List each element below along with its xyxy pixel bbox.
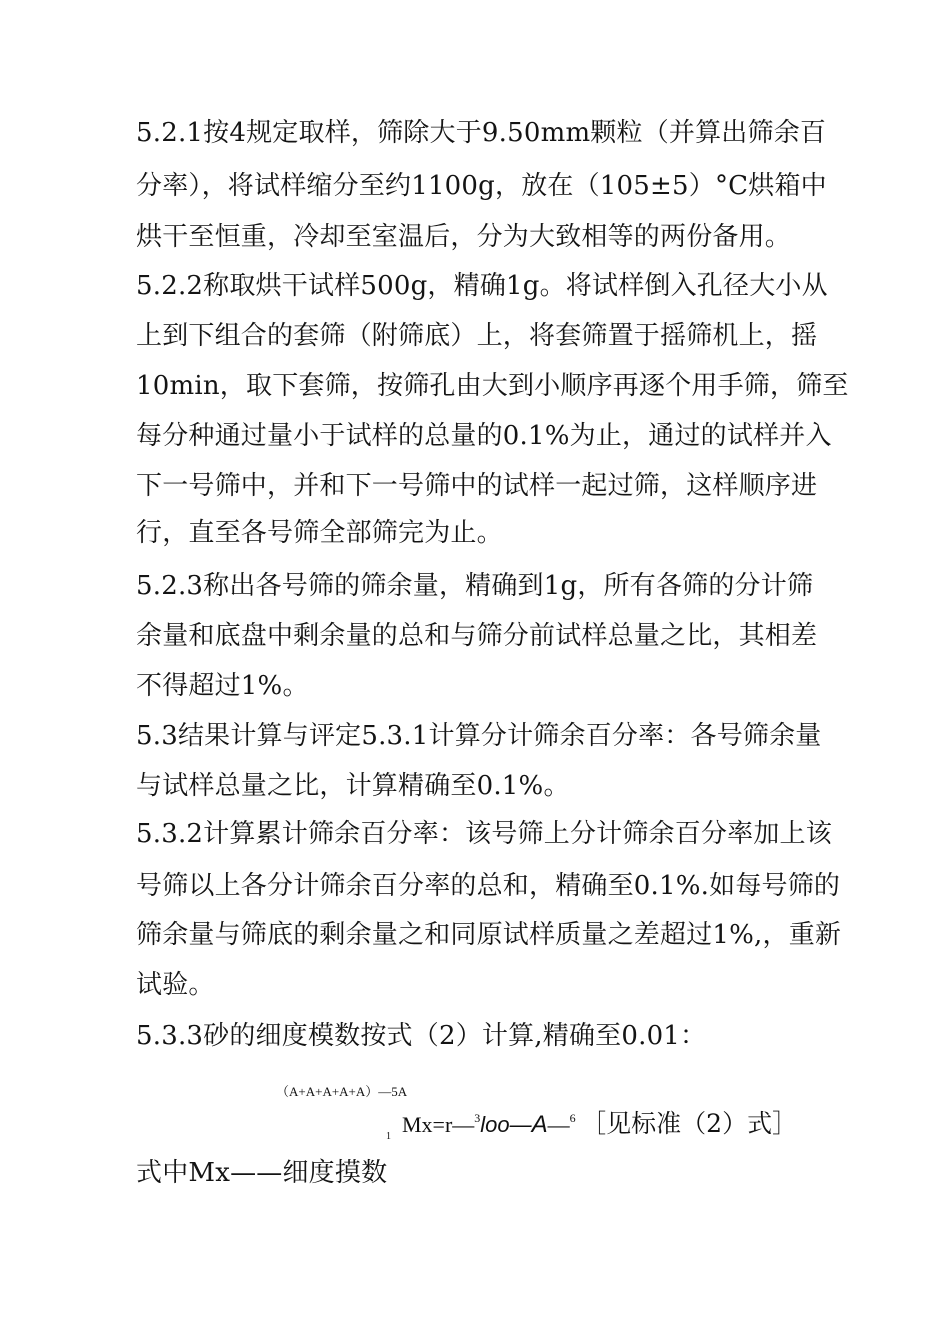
text-line: 余量和底盘中剩余量的总和与筛分前试样总量之比，其相差: [136, 621, 818, 651]
text-line: 行，直至各号筛全部筛完为止。: [136, 518, 503, 548]
text-line: 10min，取下套筛，按筛孔由大到小顺序再逐个用手筛，筛至: [136, 371, 849, 401]
text-line: 下一号筛中，并和下一号筛中的试样一起过筛，这样顺序进: [136, 471, 818, 501]
formula-symbol-a: A: [531, 1111, 548, 1138]
text-line: 烘干至恒重，冷却至室温后，分为大致相等的两份备用。: [136, 222, 792, 252]
text-line: 5.2.1按4规定取样，筛除大于9.50mm颗粒（并算出筛余百: [136, 118, 827, 148]
formula-italic-part: loo—: [480, 1112, 532, 1137]
text-line: 不得超过1%。: [136, 671, 309, 701]
text-line: 筛余量与筛底的剩余量之和同原试样质量之差超过1%,，重新: [136, 920, 842, 950]
formula-reference: ［见标准（2）式］: [581, 1109, 798, 1138]
formula-sup-b: 6: [569, 1111, 576, 1125]
formula-sup-a: 3: [474, 1111, 481, 1125]
text-line: 5.2.2称取烘干试样500g，精确1g。将试样倒入孔径大小从: [136, 271, 828, 301]
text-line: 试验。: [136, 970, 215, 1000]
text-line: 每分种通过量小于试样的总量的0.1%为止，通过的试样并入: [136, 421, 832, 451]
text-line: 与试样总量之比，计算精确至0.1%。: [136, 771, 570, 801]
text-line: 上到下组合的套筛（附筛底）上，将套筛置于摇筛机上，摇: [136, 321, 818, 351]
text-line: 5.3.3砂的细度模数按式（2）计算,精确至0.01：: [136, 1021, 707, 1051]
text-line: 号筛以上各分计筛余百分率的总和，精确至0.1%.如每号筛的: [136, 871, 841, 901]
formula-dash: —: [547, 1112, 570, 1137]
formula-numerator: （A+A+A+A+A）—5A: [276, 1084, 408, 1099]
text-line: 5.3.2计算累计筛余百分率：该号筛上分计筛余百分率加上该: [136, 819, 832, 849]
text-line: 5.3结果计算与评定5.3.1计算分计筛余百分率：各号筛余量: [136, 721, 822, 751]
formula-left-index: 1: [386, 1131, 391, 1142]
definition-line: 式中Mx——细度摸数: [136, 1158, 388, 1188]
fineness-modulus-formula: [402, 1103, 798, 1138]
text-line: 5.2.3称出各号筛的筛余量，精确到1g，所有各筛的分计筛: [136, 571, 814, 601]
text-line: 分率），将试样缩分至约1100g，放在（105±5）°C烘箱中: [136, 171, 827, 201]
formula-main: Mx=r—: [402, 1112, 475, 1137]
